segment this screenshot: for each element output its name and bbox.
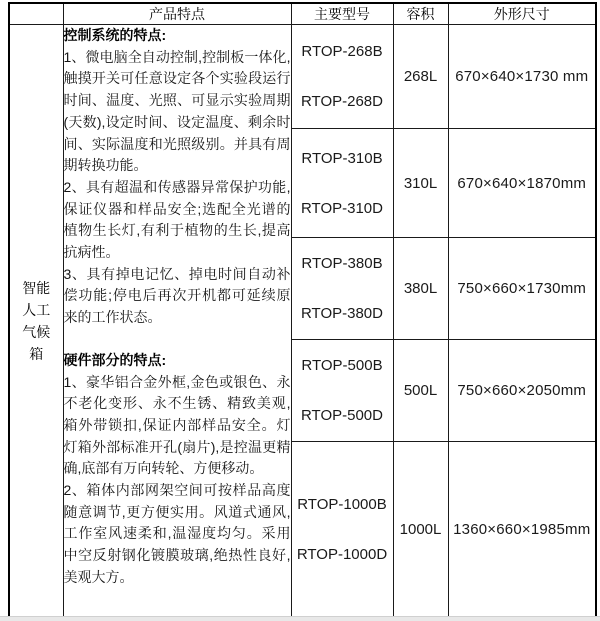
- dimensions-value: 670×640×1730 mm: [448, 25, 596, 129]
- features-cell: [63, 25, 291, 619]
- capacity-value: 1000L: [393, 442, 448, 619]
- dimensions-value: 670×640×1870mm: [448, 129, 596, 238]
- dimensions-value: 1360×660×1985mm: [448, 442, 596, 619]
- capacity-value: 268L: [393, 25, 448, 129]
- capacity-value: 310L: [393, 129, 448, 238]
- category-label-cell: [9, 25, 63, 619]
- model-label: RTOP-268D: [301, 93, 383, 110]
- features-section2-item: 1、豪华铝合金外框,金色或银色、永不老化变形、永不生锈、精致美观,箱外带锁扣,保证内部样品安全。灯灯箱外部标准开孔(扇片),是控温更精确,底部有万向转轮、方便移动。: [63, 373, 291, 477]
- header-category: [9, 3, 63, 25]
- category-label-line: 气候: [22, 324, 51, 341]
- features-section1-item: 2、具有超温和传感器异常保护功能,保证仪器和样品安全;选配全光谱的植物生长灯,有利于植物的生长,提高抗病性。: [63, 178, 291, 261]
- capacity-value: 380L: [393, 238, 448, 340]
- model-label: RTOP-268B: [301, 43, 383, 60]
- model-label: RTOP-500B: [301, 357, 383, 374]
- model-label: RTOP-1000B: [297, 496, 387, 514]
- header-model: 主要型号: [291, 3, 393, 25]
- model-label: RTOP-310B: [301, 149, 383, 167]
- features-text: [64, 25, 291, 589]
- model-cell: [291, 25, 393, 129]
- category-label-line: 箱: [29, 346, 44, 363]
- header-features: 产品特点: [63, 3, 291, 25]
- model-label: RTOP-500D: [301, 407, 383, 424]
- model-label: RTOP-310D: [301, 199, 383, 217]
- features-section2-title: 硬件部分的特点:: [63, 351, 167, 368]
- product-spec-table-wrap: [8, 2, 597, 620]
- dimensions-value: 750×660×1730mm: [448, 238, 596, 340]
- model-cell: [291, 442, 393, 619]
- model-cell: [291, 238, 393, 340]
- features-section1-title: 控制系统的特点:: [63, 27, 167, 43]
- model-cell: [291, 340, 393, 442]
- features-section1-item: 1、微电脑全自动控制,控制板一体化,触摸开关可任意设定各个实验段运行时间、温度、光照、可显示实验周期(天数),设定时间、设定温度、剩余时间、实际温度和光照级别。并具有周期转换功能。: [63, 48, 291, 174]
- header-capacity: 容积: [393, 3, 448, 25]
- header-dimensions: 外形尺寸: [448, 3, 596, 25]
- header-row: [9, 3, 596, 25]
- page-bottom-gutter: [0, 616, 600, 621]
- model-cell: [291, 129, 393, 238]
- product-spec-table: [8, 2, 597, 620]
- features-section1-item: 3、具有掉电记忆、掉电时间自动补偿功能;停电后再次开机都可延续原来的工作状态。: [63, 265, 291, 326]
- model-label: RTOP-1000D: [296, 546, 388, 564]
- features-section2-item: 2、箱体内部网架空间可按样品高度随意调节,更方便实用。风道式通风,工作室风速柔和,温湿度均匀。采用中空反射钢化镀膜玻璃,绝热性良好,美观大方。: [63, 482, 291, 585]
- model-label: RTOP-380B: [301, 255, 383, 272]
- category-label-line: 智能: [22, 280, 51, 297]
- model-label: RTOP-380D: [301, 305, 383, 322]
- table-row: [9, 25, 596, 129]
- capacity-value: 500L: [393, 340, 448, 442]
- dimensions-value: 750×660×2050mm: [448, 340, 596, 442]
- category-label-line: 人工: [22, 302, 51, 319]
